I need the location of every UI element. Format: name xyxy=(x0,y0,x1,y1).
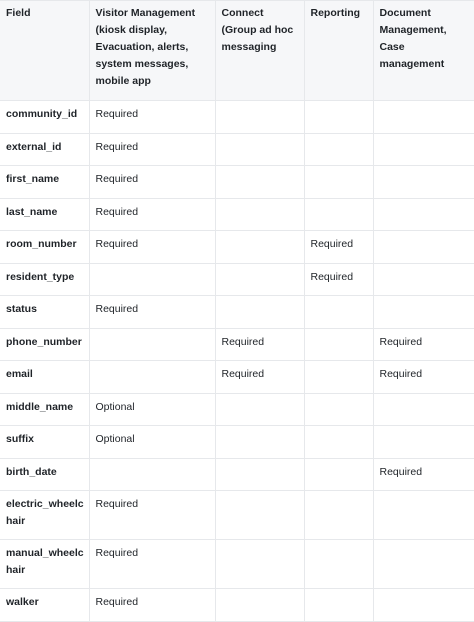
table-cell xyxy=(215,133,304,166)
table-cell xyxy=(304,458,373,491)
table-cell xyxy=(215,589,304,622)
table-cell: Required xyxy=(89,166,215,199)
table-cell xyxy=(215,491,304,540)
table-cell xyxy=(373,540,474,589)
field-name-cell: walker xyxy=(0,589,89,622)
table-cell xyxy=(215,263,304,296)
table-cell: Optional xyxy=(89,426,215,459)
table-cell: Required xyxy=(373,458,474,491)
field-name-cell: electric_wheelchair xyxy=(0,491,89,540)
table-cell xyxy=(215,393,304,426)
table-row xyxy=(0,491,474,540)
table-cell xyxy=(215,296,304,329)
table-row xyxy=(0,328,474,361)
table-cell xyxy=(373,198,474,231)
table-cell: Required xyxy=(89,296,215,329)
table-row xyxy=(0,296,474,329)
header-connect: Connect (Group ad hoc messaging xyxy=(215,1,304,101)
table-cell xyxy=(304,328,373,361)
table-row xyxy=(0,231,474,264)
table-cell: Required xyxy=(373,328,474,361)
table-row xyxy=(0,101,474,134)
field-name-cell: email xyxy=(0,361,89,394)
table-cell xyxy=(215,101,304,134)
table-cell: Required xyxy=(89,133,215,166)
table-cell: Required xyxy=(89,101,215,134)
header-reporting: Reporting xyxy=(304,1,373,101)
field-name-cell: first_name xyxy=(0,166,89,199)
table-cell: Required xyxy=(89,491,215,540)
header-field: Field xyxy=(0,1,89,101)
table-cell: Required xyxy=(215,328,304,361)
table-row xyxy=(0,133,474,166)
table-cell xyxy=(89,361,215,394)
table-row xyxy=(0,458,474,491)
table-cell: Required xyxy=(215,361,304,394)
table-cell: Required xyxy=(89,198,215,231)
field-name-cell: status xyxy=(0,296,89,329)
table-cell xyxy=(373,133,474,166)
field-name-cell: phone_number xyxy=(0,328,89,361)
table-cell xyxy=(215,540,304,589)
table-cell: Required xyxy=(373,361,474,394)
table-row xyxy=(0,589,474,622)
table-cell xyxy=(89,328,215,361)
table-cell xyxy=(304,198,373,231)
table-cell: Required xyxy=(89,589,215,622)
field-name-cell: external_id xyxy=(0,133,89,166)
table-cell xyxy=(215,231,304,264)
table-cell xyxy=(215,426,304,459)
field-name-cell: room_number xyxy=(0,231,89,264)
field-name-cell: birth_date xyxy=(0,458,89,491)
field-name-cell: suffix xyxy=(0,426,89,459)
table-cell xyxy=(373,393,474,426)
table-header xyxy=(0,1,474,101)
table-row xyxy=(0,540,474,589)
table-cell xyxy=(373,589,474,622)
table-cell xyxy=(304,491,373,540)
table-cell: Required xyxy=(89,231,215,264)
table-cell xyxy=(373,426,474,459)
table-row xyxy=(0,263,474,296)
table-cell xyxy=(89,458,215,491)
table-row xyxy=(0,361,474,394)
table-cell xyxy=(373,166,474,199)
field-name-cell: community_id xyxy=(0,101,89,134)
table-cell xyxy=(215,166,304,199)
table-cell xyxy=(304,426,373,459)
header-document-management: Document Management, Case management xyxy=(373,1,474,101)
table-cell xyxy=(215,458,304,491)
table-cell xyxy=(373,263,474,296)
table-cell xyxy=(304,393,373,426)
table-row xyxy=(0,426,474,459)
table-cell: Required xyxy=(89,540,215,589)
field-name-cell: last_name xyxy=(0,198,89,231)
table-row xyxy=(0,198,474,231)
header-visitor-management: Visitor Management (kiosk display, Evacuation, alerts, system messages, mobile app xyxy=(89,1,215,101)
field-name-cell: manual_wheelchair xyxy=(0,540,89,589)
table-cell xyxy=(373,231,474,264)
table-cell xyxy=(89,263,215,296)
table-row xyxy=(0,393,474,426)
table-cell xyxy=(304,133,373,166)
table-cell xyxy=(373,296,474,329)
table-cell xyxy=(304,166,373,199)
table-row xyxy=(0,166,474,199)
table-cell xyxy=(304,589,373,622)
table-cell xyxy=(215,198,304,231)
field-name-cell: resident_type xyxy=(0,263,89,296)
table-cell xyxy=(373,491,474,540)
table-cell xyxy=(304,296,373,329)
table-cell: Optional xyxy=(89,393,215,426)
table-cell xyxy=(373,101,474,134)
table-cell xyxy=(304,101,373,134)
table-cell: Required xyxy=(304,263,373,296)
header-row xyxy=(0,1,474,101)
table-body xyxy=(0,101,474,622)
field-name-cell: middle_name xyxy=(0,393,89,426)
table-cell xyxy=(304,361,373,394)
table-cell: Required xyxy=(304,231,373,264)
table-cell xyxy=(304,540,373,589)
